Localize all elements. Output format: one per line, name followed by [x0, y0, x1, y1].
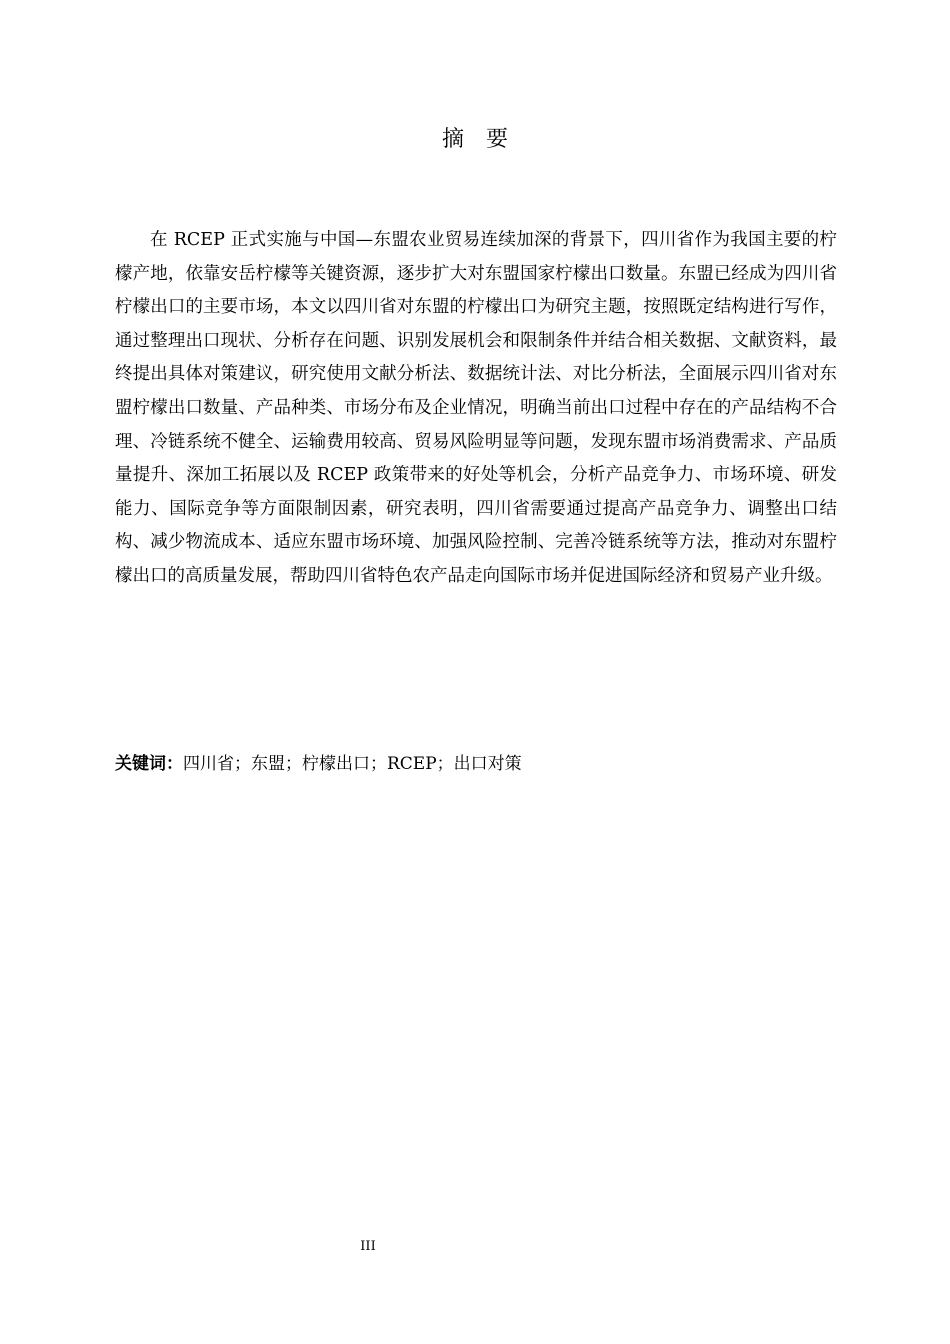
keywords-label: 关键词：: [115, 754, 183, 774]
page-title: 摘要: [441, 127, 530, 152]
abstract-paragraph: 在 RCEP 正式实施与中国—东盟农业贸易连续加深的背景下，四川省作为我国主要的柠檬产地，依靠安岳柠檬等关键资源，逐步扩大对东盟国家柠檬出口数量。东盟已经成为四川省柠檬出口的主要市场，本文以四川省对东盟的柠檬出口为研究主题，按照既定结构进行写作，通过整理出口现状、分析存在问题、识别发展机会和限制条件并结合相关数据、文献资料，最终提出具体对策建议，研究使用文献分析法、数据统计法、对比分析法，全面展示四川省对东盟柠檬出口数量、产品种类、市场分布及企业情况，明确当前出口过程中存在的产品结构不合理、冷链系统不健全、运输费用较高、贸易风险明显等问题，发现东盟市场消费需求、产品质量提升、深加工拓展以及 RCEP 政策带来的好处等机会，分析产品竞争力、市场环境、研发能力、国际竞争等方面限制因素，研究表明，四川省需要通过提高产品竞争力、调整出口结构、减少物流成本、适应东盟市场环境、加强风险控制、完善冷链系统等方法，推动对东盟柠檬出口的高质量发展，帮助四川省特色农产品走向国际市场并促进国际经济和贸易产业升级。: [115, 230, 837, 586]
keywords-line: [115, 750, 837, 778]
keywords-text: 四川省；东盟；柠檬出口；RCEP；出口对策: [183, 754, 522, 774]
page-number: III: [360, 1239, 376, 1254]
